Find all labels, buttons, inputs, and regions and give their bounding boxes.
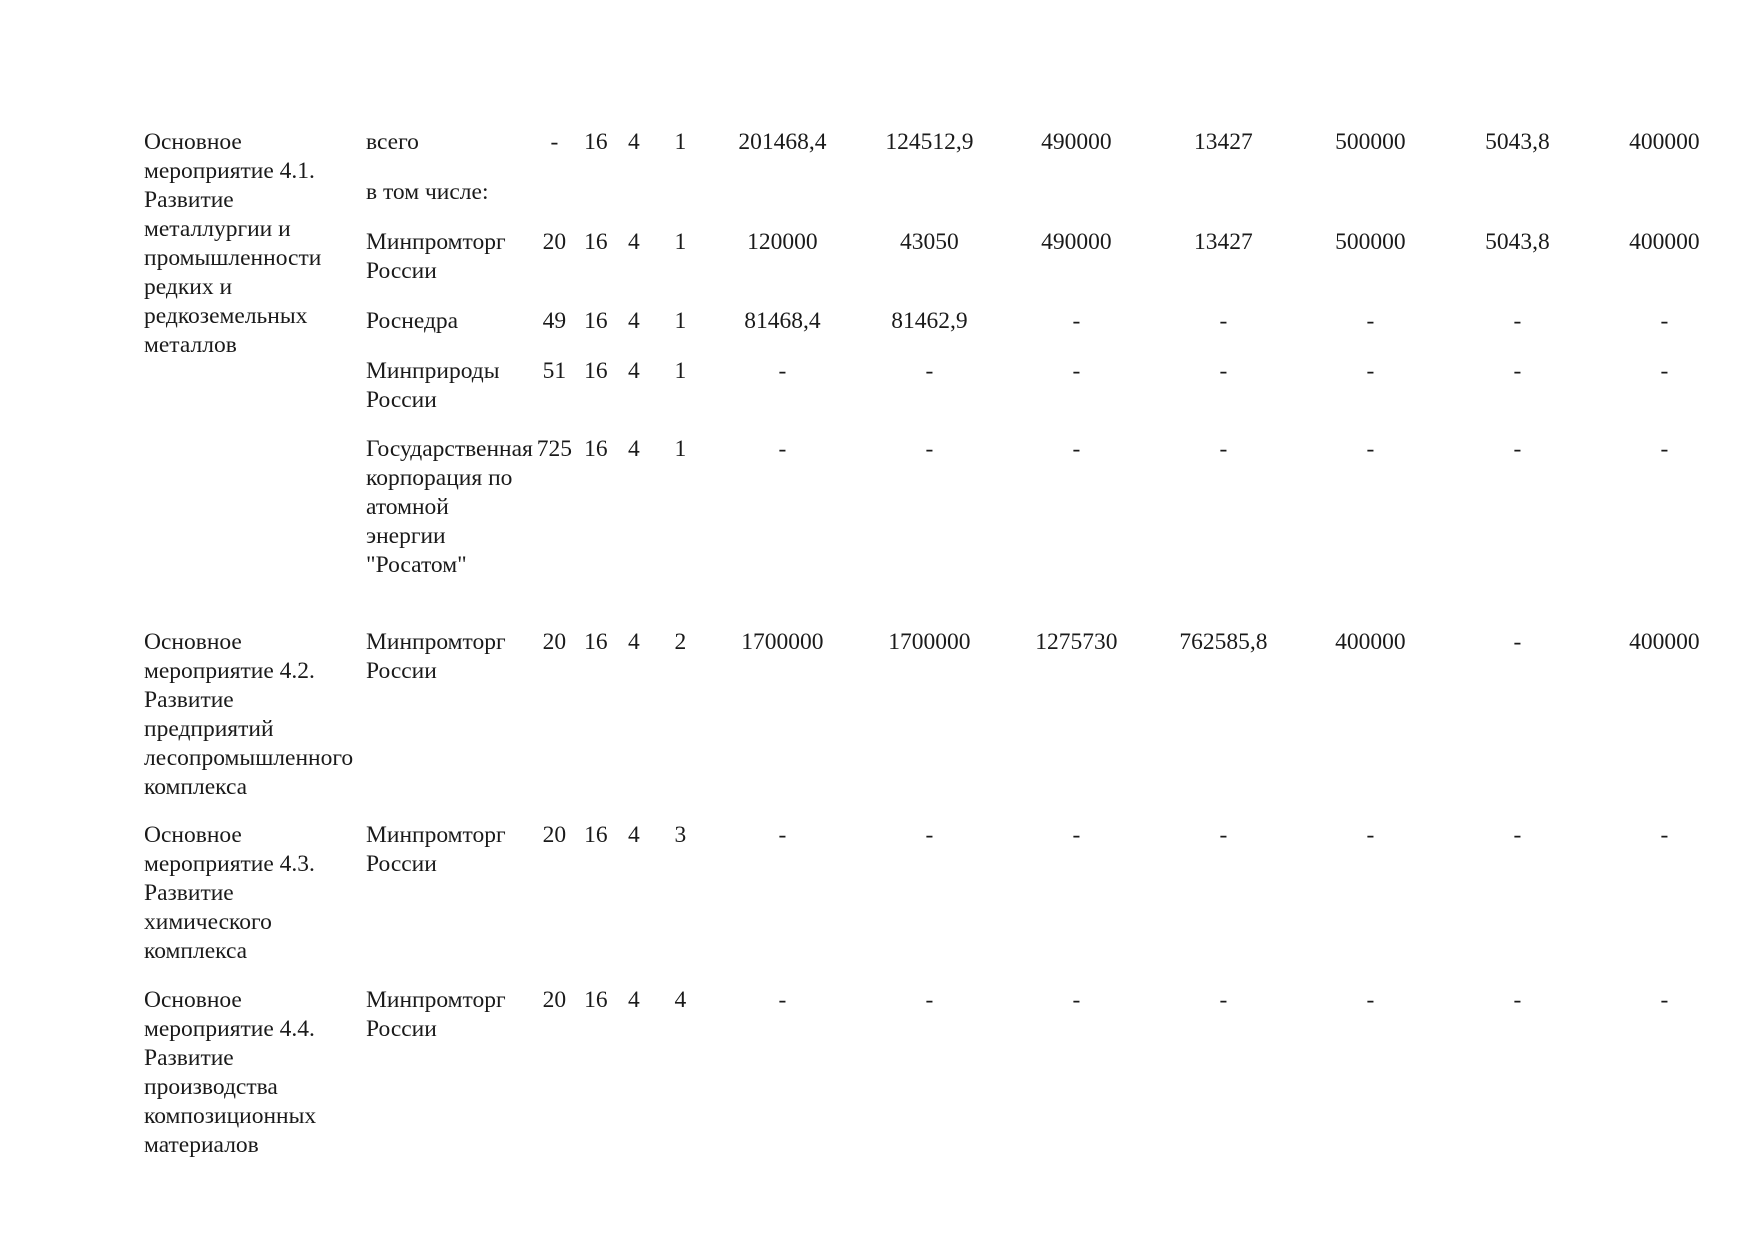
value-cell [709,178,856,228]
value-cell: 490000 [1041,229,1112,255]
value-cell: 13427 [1194,129,1253,155]
value-cell: - [925,358,934,384]
executor-cell: Минпромторг России [366,822,506,877]
table-row [144,628,1738,821]
table-row [144,986,1738,1160]
value-cell: - [1660,358,1669,384]
code-cell: 20 [542,987,567,1013]
code-cell: 1 [674,129,687,155]
value-cell [1297,178,1444,228]
value-cell: - [1660,436,1669,462]
code-cell: 4 [628,436,640,462]
code-cell: 20 [542,629,567,655]
code-cell: 4 [628,129,640,155]
activity-name: Основное мероприятие 4.4. Развитие производства композиционных материалов [144,987,317,1158]
value-cell: 400000 [1629,629,1700,655]
value-cell: - [1072,987,1081,1013]
value-cell: - [1366,822,1375,848]
value-cell: - [1072,308,1081,334]
table-row [144,228,1738,307]
code-cell: 1 [674,229,687,255]
value-cell: 43050 [900,229,959,255]
activity-name: Основное мероприятие 4.3. Развитие химического комплекса [144,822,315,964]
value-cell: - [1660,987,1669,1013]
executor-cell: Минпромторг России [366,229,506,284]
code-cell: 1 [674,308,687,334]
value-cell: 490000 [1041,129,1112,155]
code-cell: 4 [628,358,640,384]
code-cell: 4 [628,229,640,255]
code-cell [652,178,709,228]
code-cell: 49 [542,308,567,334]
value-cell: 81462,9 [891,308,968,334]
code-cell [576,178,616,228]
code-cell: 725 [536,436,572,462]
value-cell [1003,178,1150,228]
value-cell: - [1219,822,1228,848]
executor-cell: в том числе: [366,179,489,205]
executor-cell: Государственная корпорация по атомной энергии "Росатом" [366,436,533,578]
code-cell: 3 [674,822,687,848]
value-cell: 1700000 [741,629,824,655]
table-row [144,821,1738,986]
code-cell: 16 [584,629,608,655]
value-cell: 400000 [1629,129,1700,155]
value-cell: - [778,987,787,1013]
value-cell: - [1072,358,1081,384]
value-cell: - [1072,822,1081,848]
value-cell: - [1513,358,1522,384]
value-cell [1591,178,1738,228]
value-cell: - [1219,308,1228,334]
value-cell: - [1366,358,1375,384]
code-cell: 1 [674,436,687,462]
value-cell: 201468,4 [738,129,827,155]
table-row [144,357,1738,435]
code-cell: 4 [674,987,687,1013]
code-cell: 2 [674,629,687,655]
code-cell: 16 [584,358,608,384]
value-cell: 81468,4 [744,308,821,334]
value-cell: - [1366,436,1375,462]
code-cell [533,178,576,228]
value-cell: - [778,358,787,384]
code-cell: 4 [628,629,640,655]
value-cell [856,178,1003,228]
table-row [144,435,1738,628]
value-cell: 762585,8 [1179,629,1268,655]
value-cell: - [1513,629,1522,655]
value-cell: 1700000 [888,629,971,655]
activity-name: Основное мероприятие 4.1. Развитие металлургии и промышленности редких и редкоземельных металлов [144,129,322,358]
value-cell: 120000 [747,229,818,255]
code-cell: - [550,129,559,155]
value-cell: - [1660,822,1669,848]
code-cell: 51 [542,358,567,384]
value-cell: - [1513,822,1522,848]
code-cell: 20 [542,822,567,848]
executor-cell: Минпромторг России [366,987,506,1042]
value-cell: 13427 [1194,229,1253,255]
executor-cell: Роснедра [366,308,459,334]
code-cell: 16 [584,987,608,1013]
value-cell: 5043,8 [1485,129,1550,155]
activity-name: Основное мероприятие 4.2. Развитие предприятий лесопромышленного комплекса [144,629,354,800]
value-cell: - [1513,308,1522,334]
value-cell: - [925,987,934,1013]
code-cell: 1 [674,358,687,384]
value-cell: 500000 [1335,129,1406,155]
value-cell: - [1219,436,1228,462]
value-cell: - [1072,436,1081,462]
code-cell: 4 [628,308,640,334]
executor-cell: всего [366,129,419,155]
value-cell: - [925,436,934,462]
value-cell: - [1660,308,1669,334]
value-cell: - [1366,987,1375,1013]
code-cell: 4 [628,987,640,1013]
value-cell: 124512,9 [885,129,974,155]
budget-table [144,128,1738,1160]
value-cell: - [1219,987,1228,1013]
code-cell: 16 [584,129,608,155]
value-cell: - [1513,436,1522,462]
table-row [144,128,1738,178]
executor-cell: Минприроды России [366,358,500,413]
value-cell [1444,178,1591,228]
code-cell: 16 [584,308,608,334]
executor-cell: Минпромторг России [366,629,506,684]
table-row [144,178,1738,228]
value-cell: 400000 [1629,229,1700,255]
code-cell: 16 [584,436,608,462]
code-cell [616,178,652,228]
value-cell: 400000 [1335,629,1406,655]
code-cell: 20 [542,229,567,255]
value-cell: - [1366,308,1375,334]
value-cell: - [1219,358,1228,384]
code-cell: 16 [584,229,608,255]
value-cell: - [778,822,787,848]
value-cell: 5043,8 [1485,229,1550,255]
value-cell: 500000 [1335,229,1406,255]
value-cell: 1275730 [1035,629,1118,655]
code-cell: 16 [584,822,608,848]
value-cell: - [778,436,787,462]
table-row [144,307,1738,357]
value-cell [1150,178,1297,228]
value-cell: - [925,822,934,848]
code-cell: 4 [628,822,640,848]
value-cell: - [1513,987,1522,1013]
